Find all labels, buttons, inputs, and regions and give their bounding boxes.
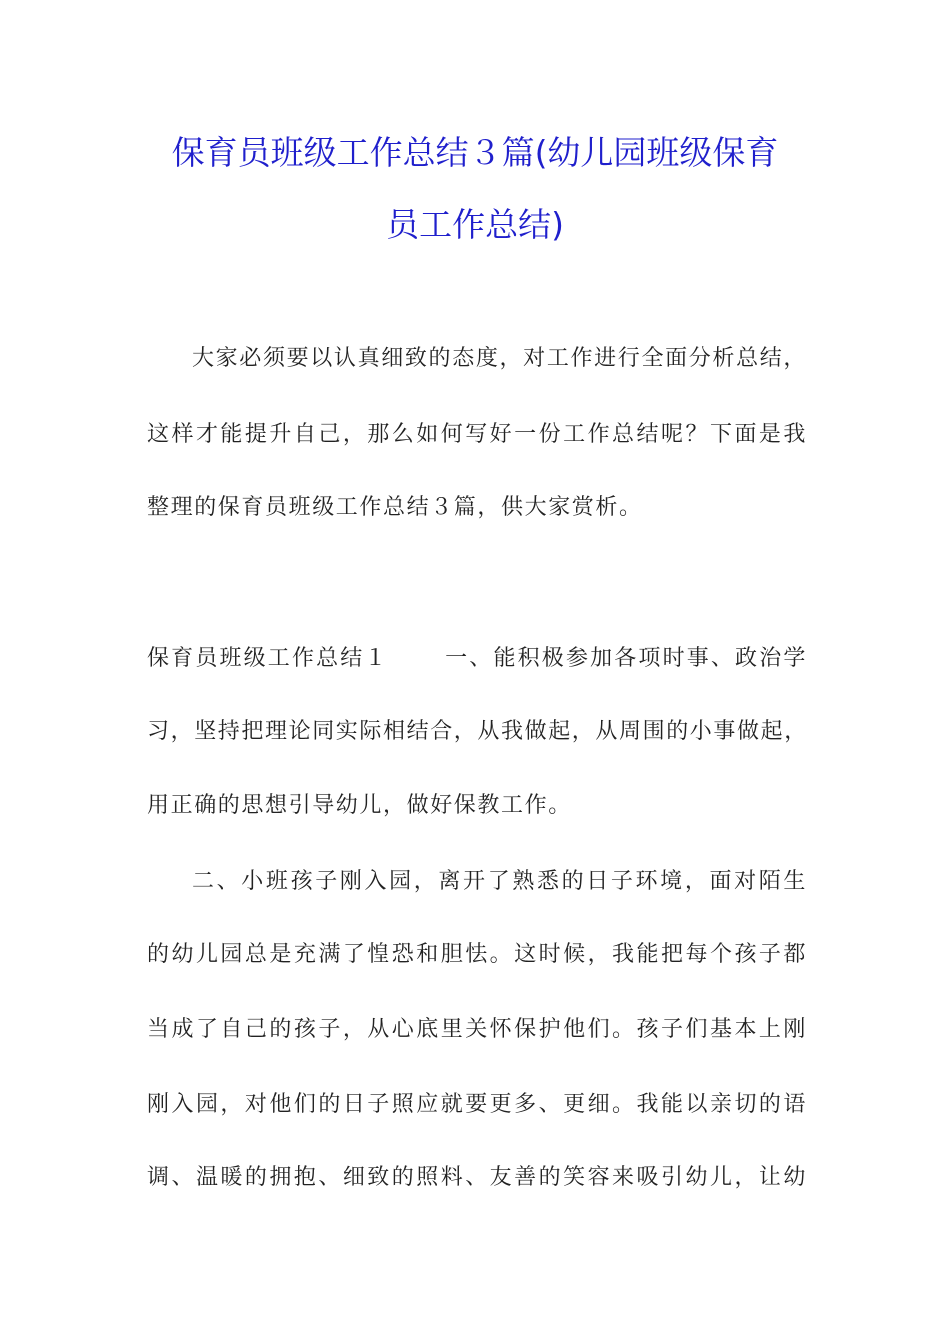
intro-line-1: 大家必须要以认真细致的态度，对工作进行全面分析总结，: [192, 346, 807, 371]
para2-line-1: 二、小班孩子刚入园，离开了熟悉的日子环境，面对陌生: [192, 869, 807, 894]
para1-line-2: 习，坚持把理论同实际相结合，从我做起，从周围的小事做起，: [147, 719, 808, 744]
document-title-line-2: 员工作总结): [386, 205, 564, 244]
section-heading: 保育员班级工作总结１: [147, 646, 389, 671]
intro-line-3: 整理的保育员班级工作总结３篇，供大家赏析。: [147, 495, 643, 520]
para1-first-text: 一、能积极参加各项时事、政治学: [444, 646, 807, 671]
para2-line-2: 的幼儿园总是充满了惶恐和胆怯。这时候，我能把每个孩子都: [147, 942, 807, 967]
para2-line-3: 当成了自己的孩子，从心底里关怀保护他们。孩子们基本上刚: [147, 1017, 807, 1042]
document-title-line-1: 保育员班级工作总结３篇(幼儿园班级保育: [171, 133, 779, 172]
para1-line-3: 用正确的思想引导幼儿，做好保教工作。: [147, 793, 572, 818]
para2-line-5: 调、温暖的拥抱、细致的照料、友善的笑容来吸引幼儿，让幼: [147, 1165, 807, 1190]
section-first-line: [147, 644, 807, 674]
para2-line-4: 刚入园，对他们的日子照应就要更多、更细。我能以亲切的语: [147, 1092, 807, 1117]
intro-line-2: 这样才能提升自己，那么如何写好一份工作总结呢？下面是我: [147, 422, 807, 447]
